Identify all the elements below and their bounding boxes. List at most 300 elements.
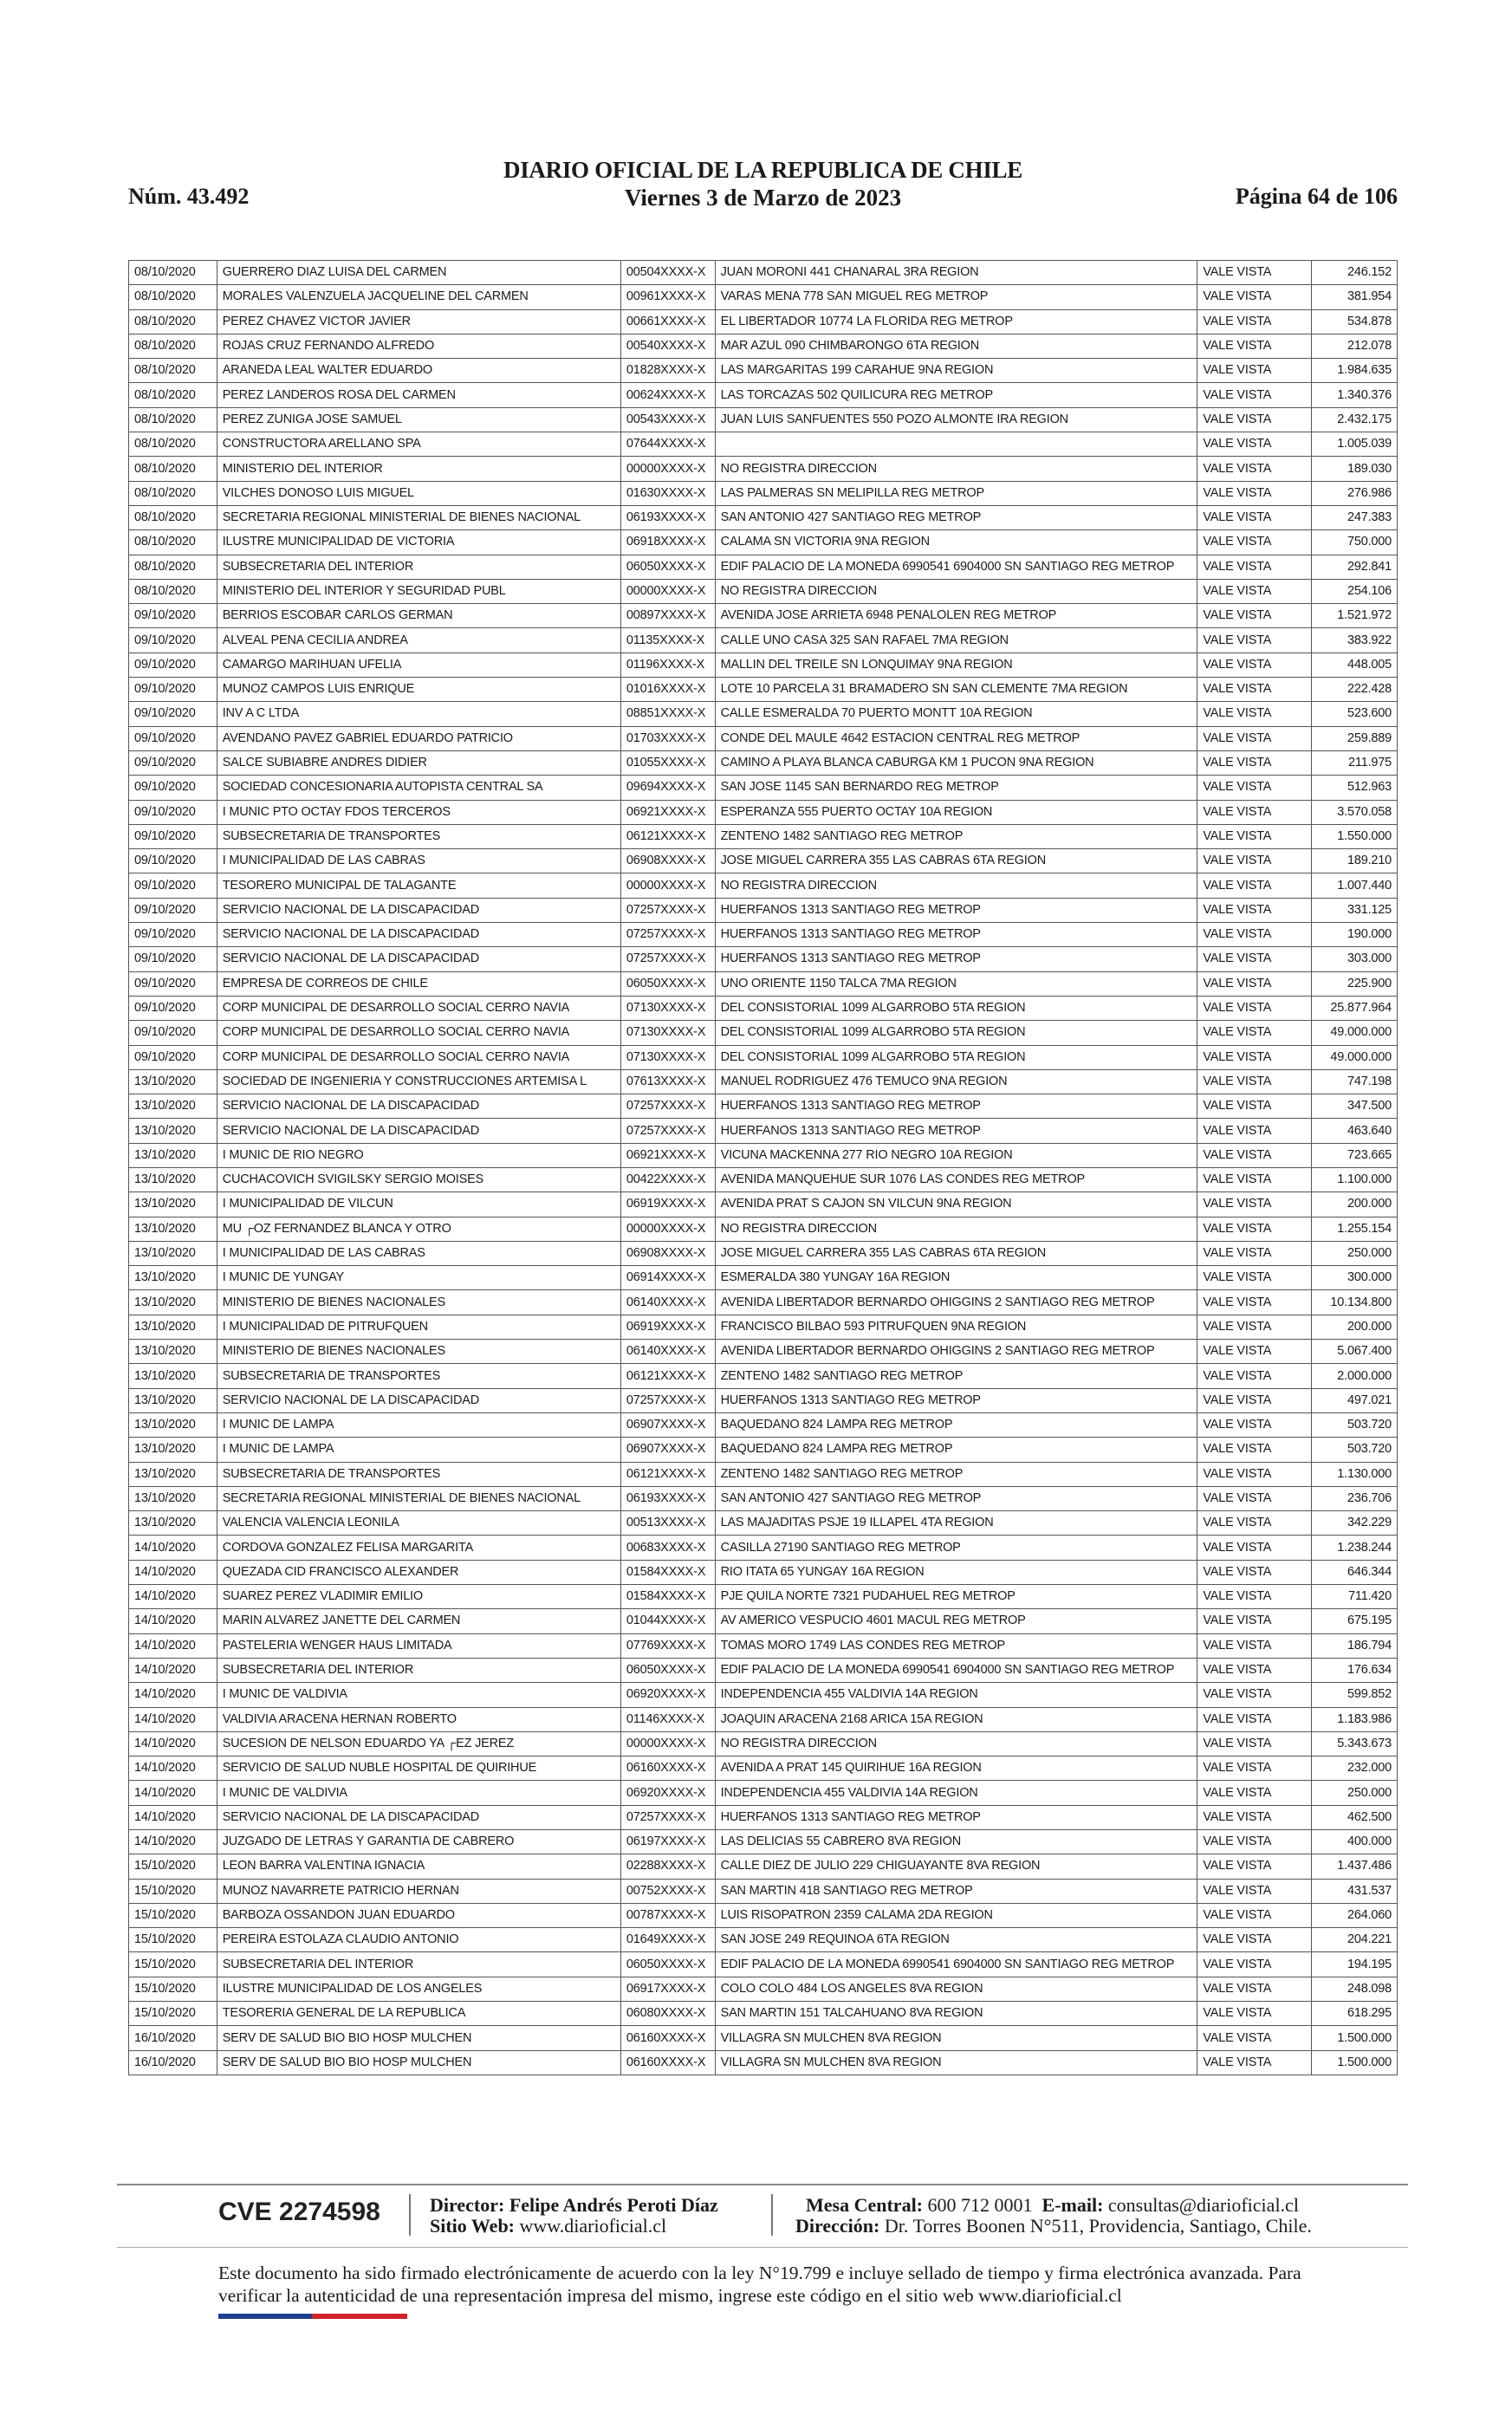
table-row: [129, 1903, 1398, 1927]
beneficiary-cell: I MUNICIPALIDAD DE VILCUN: [217, 1192, 620, 1217]
beneficiary-cell: MINISTERIO DEL INTERIOR: [217, 457, 620, 481]
rut-cell: 01584XXXX-X: [620, 1585, 715, 1609]
rut-cell: 00000XXXX-X: [620, 457, 715, 481]
amount-cell: 503.720: [1312, 1412, 1398, 1437]
payment-type-cell: VALE VISTA: [1197, 1928, 1312, 1952]
address-cell: AVENIDA LIBERTADOR BERNARDO OHIGGINS 2 SANTIAGO REG METROP: [715, 1340, 1197, 1364]
table-row: [129, 1069, 1398, 1094]
table-row: [129, 1585, 1398, 1609]
payment-type-cell: VALE VISTA: [1197, 1412, 1312, 1437]
payment-type-cell: VALE VISTA: [1197, 1045, 1312, 1069]
amount-cell: 331.125: [1312, 898, 1398, 922]
date-cell: 14/10/2020: [129, 1707, 217, 1731]
amount-cell: 534.878: [1312, 309, 1398, 334]
payment-type-cell: VALE VISTA: [1197, 1290, 1312, 1315]
rut-cell: 06160XXXX-X: [620, 2026, 715, 2050]
date-cell: 15/10/2020: [129, 1928, 217, 1952]
rut-cell: 01044XXXX-X: [620, 1609, 715, 1633]
rut-cell: 07257XXXX-X: [620, 947, 715, 971]
beneficiary-cell: I MUNIC DE LAMPA: [217, 1412, 620, 1437]
address-cell: JUAN LUIS SANFUENTES 550 POZO ALMONTE IRA REGION: [715, 407, 1197, 432]
payment-type-cell: VALE VISTA: [1197, 1731, 1312, 1756]
table-row: [129, 1830, 1398, 1854]
rut-cell: 06920XXXX-X: [620, 1683, 715, 1707]
beneficiary-cell: SERVICIO NACIONAL DE LA DISCAPACIDAD: [217, 1119, 620, 1143]
rut-cell: 07257XXXX-X: [620, 1805, 715, 1829]
amount-cell: 176.634: [1312, 1658, 1398, 1682]
email-label: E-mail:: [1042, 2194, 1104, 2216]
table-row: [129, 383, 1398, 407]
payment-type-cell: VALE VISTA: [1197, 1266, 1312, 1290]
amount-cell: 232.000: [1312, 1756, 1398, 1781]
date-cell: 13/10/2020: [129, 1143, 217, 1167]
flag-blue-segment: [218, 2314, 312, 2319]
table-row: [129, 285, 1398, 309]
address-cell: HUERFANOS 1313 SANTIAGO REG METROP: [715, 1119, 1197, 1143]
beneficiary-cell: I MUNIC DE VALDIVIA: [217, 1683, 620, 1707]
payment-type-cell: VALE VISTA: [1197, 604, 1312, 628]
beneficiary-cell: VILCHES DONOSO LUIS MIGUEL: [217, 481, 620, 505]
payment-type-cell: VALE VISTA: [1197, 2026, 1312, 2050]
beneficiary-cell: SUBSECRETARIA DE TRANSPORTES: [217, 824, 620, 848]
rut-cell: 06921XXXX-X: [620, 800, 715, 824]
address-cell: JOSE MIGUEL CARRERA 355 LAS CABRAS 6TA REGION: [715, 1241, 1197, 1265]
beneficiary-cell: MUNOZ NAVARRETE PATRICIO HERNAN: [217, 1879, 620, 1903]
table-row: [129, 1315, 1398, 1339]
date-cell: 13/10/2020: [129, 1438, 217, 1462]
rut-cell: 01703XXXX-X: [620, 726, 715, 750]
flag-stripe: [218, 2314, 407, 2319]
beneficiary-cell: PASTELERIA WENGER HAUS LIMITADA: [217, 1633, 620, 1658]
table-row: [129, 1683, 1398, 1707]
payment-type-cell: VALE VISTA: [1197, 334, 1312, 358]
payment-type-cell: VALE VISTA: [1197, 1315, 1312, 1339]
amount-cell: 1.238.244: [1312, 1536, 1398, 1560]
beneficiary-cell: ILUSTRE MUNICIPALIDAD DE VICTORIA: [217, 530, 620, 555]
rut-cell: 06050XXXX-X: [620, 971, 715, 996]
address-cell: NO REGISTRA DIRECCION: [715, 873, 1197, 898]
payment-type-cell: VALE VISTA: [1197, 1217, 1312, 1241]
footer-separator: [771, 2194, 773, 2236]
amount-cell: 259.889: [1312, 726, 1398, 750]
beneficiary-cell: SERVICIO NACIONAL DE LA DISCAPACIDAD: [217, 947, 620, 971]
payment-type-cell: VALE VISTA: [1197, 1560, 1312, 1584]
date-cell: 14/10/2020: [129, 1683, 217, 1707]
address-cell: MAR AZUL 090 CHIMBARONGO 6TA REGION: [715, 334, 1197, 358]
payment-type-cell: VALE VISTA: [1197, 1903, 1312, 1927]
rut-cell: 06907XXXX-X: [620, 1412, 715, 1437]
issue-number: Núm. 43.492: [128, 184, 250, 209]
amount-cell: 247.383: [1312, 505, 1398, 529]
address-cell: ESMERALDA 380 YUNGAY 16A REGION: [715, 1266, 1197, 1290]
rut-cell: 06918XXXX-X: [620, 530, 715, 555]
beneficiary-cell: CONSTRUCTORA ARELLANO SPA: [217, 432, 620, 457]
amount-cell: 200.000: [1312, 1192, 1398, 1217]
payment-type-cell: VALE VISTA: [1197, 1952, 1312, 1977]
amount-cell: 463.640: [1312, 1119, 1398, 1143]
table-row: [129, 653, 1398, 677]
date-cell: 08/10/2020: [129, 579, 217, 603]
beneficiary-cell: SERVICIO NACIONAL DE LA DISCAPACIDAD: [217, 1388, 620, 1412]
date-cell: 09/10/2020: [129, 628, 217, 653]
table-row: [129, 359, 1398, 383]
date-cell: 13/10/2020: [129, 1119, 217, 1143]
beneficiary-cell: I MUNICIPALIDAD DE LAS CABRAS: [217, 849, 620, 873]
rut-cell: 01584XXXX-X: [620, 1560, 715, 1584]
payment-type-cell: VALE VISTA: [1197, 824, 1312, 848]
payment-type-cell: VALE VISTA: [1197, 1462, 1312, 1486]
rut-cell: 07644XXXX-X: [620, 432, 715, 457]
amount-cell: 264.060: [1312, 1903, 1398, 1927]
payment-type-cell: VALE VISTA: [1197, 702, 1312, 726]
address-cell: HUERFANOS 1313 SANTIAGO REG METROP: [715, 1388, 1197, 1412]
address-cell: JUAN MORONI 441 CHANARAL 3RA REGION: [715, 261, 1197, 285]
amount-cell: 448.005: [1312, 653, 1398, 677]
address-cell: PJE QUILA NORTE 7321 PUDAHUEL REG METROP: [715, 1585, 1197, 1609]
table-row: [129, 1266, 1398, 1290]
amount-cell: 248.098: [1312, 1977, 1398, 2001]
payment-type-cell: VALE VISTA: [1197, 971, 1312, 996]
amount-cell: 1.183.986: [1312, 1707, 1398, 1731]
address-cell: EL LIBERTADOR 10774 LA FLORIDA REG METROP: [715, 309, 1197, 334]
address-cell: VICUNA MACKENNA 277 RIO NEGRO 10A REGION: [715, 1143, 1197, 1167]
date-cell: 14/10/2020: [129, 1585, 217, 1609]
table-row: [129, 1781, 1398, 1805]
table-row: [129, 800, 1398, 824]
beneficiary-cell: SUBSECRETARIA DE TRANSPORTES: [217, 1462, 620, 1486]
rut-cell: 00513XXXX-X: [620, 1511, 715, 1536]
address-label: Dirección:: [795, 2215, 880, 2237]
table-row: [129, 1977, 1398, 2001]
table-row: [129, 1928, 1398, 1952]
table-row: [129, 1486, 1398, 1510]
rut-cell: 07257XXXX-X: [620, 898, 715, 922]
table-row: [129, 1167, 1398, 1192]
date-cell: 08/10/2020: [129, 481, 217, 505]
date-cell: 09/10/2020: [129, 898, 217, 922]
amount-cell: 300.000: [1312, 1266, 1398, 1290]
amount-cell: 49.000.000: [1312, 1045, 1398, 1069]
beneficiary-cell: PEREZ ZUNIGA JOSE SAMUEL: [217, 407, 620, 432]
payment-type-cell: VALE VISTA: [1197, 555, 1312, 579]
beneficiary-cell: CORDOVA GONZALEZ FELISA MARGARITA: [217, 1536, 620, 1560]
amount-cell: 711.420: [1312, 1585, 1398, 1609]
table-row: [129, 996, 1398, 1020]
date-cell: 13/10/2020: [129, 1266, 217, 1290]
amount-cell: 292.841: [1312, 555, 1398, 579]
amount-cell: 225.900: [1312, 971, 1398, 996]
address-cell: SAN MARTIN 151 TALCAHUANO 8VA REGION: [715, 2002, 1197, 2026]
table-row: [129, 923, 1398, 947]
address-cell: AVENIDA A PRAT 145 QUIRIHUE 16A REGION: [715, 1756, 1197, 1781]
address-cell: NO REGISTRA DIRECCION: [715, 1731, 1197, 1756]
web-link[interactable]: www.diarioficial.cl: [519, 2215, 667, 2237]
table-row: [129, 2050, 1398, 2075]
address-cell: AVENIDA JOSE ARRIETA 6948 PENALOLEN REG METROP: [715, 604, 1197, 628]
table-row: [129, 750, 1398, 775]
rut-cell: 06140XXXX-X: [620, 1340, 715, 1364]
amount-cell: 3.570.058: [1312, 800, 1398, 824]
table-row: [129, 457, 1398, 481]
beneficiary-cell: I MUNIC DE YUNGAY: [217, 1266, 620, 1290]
beneficiary-cell: ROJAS CRUZ FERNANDO ALFREDO: [217, 334, 620, 358]
date-cell: 08/10/2020: [129, 359, 217, 383]
footer-director-block: [430, 2195, 718, 2237]
amount-cell: 5.343.673: [1312, 1731, 1398, 1756]
address-cell: SAN MARTIN 418 SANTIAGO REG METROP: [715, 1879, 1197, 1903]
rut-cell: 06160XXXX-X: [620, 2050, 715, 2075]
table-row: [129, 432, 1398, 457]
address-cell: FRANCISCO BILBAO 593 PITRUFQUEN 9NA REGION: [715, 1315, 1197, 1339]
date-cell: 14/10/2020: [129, 1756, 217, 1781]
date-cell: 08/10/2020: [129, 505, 217, 529]
rut-cell: 08851XXXX-X: [620, 702, 715, 726]
payment-type-cell: VALE VISTA: [1197, 2002, 1312, 2026]
table-row: [129, 678, 1398, 702]
table-row: [129, 1462, 1398, 1486]
rut-cell: 01135XXXX-X: [620, 628, 715, 653]
table-row: [129, 776, 1398, 800]
date-cell: 13/10/2020: [129, 1364, 217, 1388]
address-cell: SAN JOSE 1145 SAN BERNARDO REG METROP: [715, 776, 1197, 800]
beneficiary-cell: ARANEDA LEAL WALTER EDUARDO: [217, 359, 620, 383]
date-cell: 09/10/2020: [129, 776, 217, 800]
rut-cell: 00624XXXX-X: [620, 383, 715, 407]
payment-type-cell: VALE VISTA: [1197, 1609, 1312, 1633]
date-cell: 09/10/2020: [129, 947, 217, 971]
beneficiary-cell: SERV DE SALUD BIO BIO HOSP MULCHEN: [217, 2050, 620, 2075]
address-cell: AVENIDA LIBERTADOR BERNARDO OHIGGINS 2 SANTIAGO REG METROP: [715, 1290, 1197, 1315]
footer-separator: [409, 2194, 411, 2236]
beneficiary-cell: VALDIVIA ARACENA HERNAN ROBERTO: [217, 1707, 620, 1731]
table-row: [129, 1217, 1398, 1241]
rut-cell: 06914XXXX-X: [620, 1266, 715, 1290]
address-cell: LAS MARGARITAS 199 CARAHUE 9NA REGION: [715, 359, 1197, 383]
beneficiary-cell: SUBSECRETARIA DE TRANSPORTES: [217, 1364, 620, 1388]
address-cell: BAQUEDANO 824 LAMPA REG METROP: [715, 1412, 1197, 1437]
beneficiary-cell: ALVEAL PENA CECILIA ANDREA: [217, 628, 620, 653]
rut-cell: 06121XXXX-X: [620, 1364, 715, 1388]
email-link[interactable]: consultas@diarioficial.cl: [1107, 2194, 1299, 2216]
amount-cell: 342.229: [1312, 1511, 1398, 1536]
payment-type-cell: VALE VISTA: [1197, 678, 1312, 702]
table-row: [129, 1340, 1398, 1364]
amount-cell: 49.000.000: [1312, 1021, 1398, 1045]
beneficiary-cell: SERVICIO NACIONAL DE LA DISCAPACIDAD: [217, 1094, 620, 1119]
date-cell: 15/10/2020: [129, 1903, 217, 1927]
amount-cell: 250.000: [1312, 1241, 1398, 1265]
table-row: [129, 1805, 1398, 1829]
rut-cell: 00543XXXX-X: [620, 407, 715, 432]
date-cell: 09/10/2020: [129, 1045, 217, 1069]
date-cell: 09/10/2020: [129, 653, 217, 677]
beneficiary-cell: SUAREZ PEREZ VLADIMIR EMILIO: [217, 1585, 620, 1609]
payment-type-cell: VALE VISTA: [1197, 1536, 1312, 1560]
rut-cell: 06050XXXX-X: [620, 555, 715, 579]
date-cell: 13/10/2020: [129, 1486, 217, 1510]
beneficiary-cell: SERVICIO NACIONAL DE LA DISCAPACIDAD: [217, 898, 620, 922]
beneficiary-cell: TESORERIA GENERAL DE LA REPUBLICA: [217, 2002, 620, 2026]
payment-type-cell: VALE VISTA: [1197, 309, 1312, 334]
rut-cell: 00961XXXX-X: [620, 285, 715, 309]
table-row: [129, 261, 1398, 285]
address-cell: NO REGISTRA DIRECCION: [715, 457, 1197, 481]
rut-cell: 07257XXXX-X: [620, 1094, 715, 1119]
beneficiary-cell: EMPRESA DE CORREOS DE CHILE: [217, 971, 620, 996]
table-row: [129, 1536, 1398, 1560]
date-cell: 09/10/2020: [129, 849, 217, 873]
table-row: [129, 579, 1398, 603]
beneficiary-cell: MORALES VALENZUELA JACQUELINE DEL CARMEN: [217, 285, 620, 309]
rut-cell: 06160XXXX-X: [620, 1756, 715, 1781]
address-text: Dr. Torres Boonen N°511, Providencia, Santiago, Chile.: [884, 2215, 1312, 2237]
payment-type-cell: VALE VISTA: [1197, 898, 1312, 922]
date-cell: 14/10/2020: [129, 1536, 217, 1560]
masthead: [128, 156, 1398, 211]
payment-type-cell: VALE VISTA: [1197, 1707, 1312, 1731]
payment-type-cell: VALE VISTA: [1197, 285, 1312, 309]
payment-type-cell: VALE VISTA: [1197, 1167, 1312, 1192]
amount-cell: 190.000: [1312, 923, 1398, 947]
rut-cell: 07769XXXX-X: [620, 1633, 715, 1658]
payment-type-cell: VALE VISTA: [1197, 726, 1312, 750]
payment-type-cell: VALE VISTA: [1197, 1143, 1312, 1167]
amount-cell: 1.500.000: [1312, 2026, 1398, 2050]
table-row: [129, 1707, 1398, 1731]
payment-type-cell: VALE VISTA: [1197, 1830, 1312, 1854]
rut-cell: 00540XXXX-X: [620, 334, 715, 358]
amount-cell: 200.000: [1312, 1315, 1398, 1339]
table-row: [129, 873, 1398, 898]
date-cell: 09/10/2020: [129, 1021, 217, 1045]
date-cell: 08/10/2020: [129, 457, 217, 481]
amount-cell: 462.500: [1312, 1805, 1398, 1829]
beneficiary-cell: JUZGADO DE LETRAS Y GARANTIA DE CABRERO: [217, 1830, 620, 1854]
rut-cell: 06080XXXX-X: [620, 2002, 715, 2026]
cve-code: CVE 2274598: [218, 2198, 380, 2226]
rut-cell: 07613XXXX-X: [620, 1069, 715, 1094]
signature-notice: Este documento ha sido firmado electrónicamente de acuerdo con la ley N°19.799 e incluye sellado de tiempo y firma electrónica avanzada. Para verificar la autenticidad de una representación impresa del mismo, ingrese este código en el sitio web www.diarioficial.cl: [218, 2263, 1301, 2306]
address-cell: BAQUEDANO 824 LAMPA REG METROP: [715, 1438, 1197, 1462]
table-row: [129, 2026, 1398, 2050]
rut-cell: 01196XXXX-X: [620, 653, 715, 677]
payment-type-cell: VALE VISTA: [1197, 1633, 1312, 1658]
payment-type-cell: VALE VISTA: [1197, 383, 1312, 407]
address-cell: INDEPENDENCIA 455 VALDIVIA 14A REGION: [715, 1683, 1197, 1707]
amount-cell: 599.852: [1312, 1683, 1398, 1707]
amount-cell: 222.428: [1312, 678, 1398, 702]
address-cell: VILLAGRA SN MULCHEN 8VA REGION: [715, 2026, 1197, 2050]
director-label: Director:: [430, 2194, 505, 2216]
payment-type-cell: VALE VISTA: [1197, 1364, 1312, 1388]
rut-cell: 06919XXXX-X: [620, 1315, 715, 1339]
amount-cell: 303.000: [1312, 947, 1398, 971]
payment-type-cell: VALE VISTA: [1197, 947, 1312, 971]
address-cell: NO REGISTRA DIRECCION: [715, 579, 1197, 603]
date-cell: 09/10/2020: [129, 923, 217, 947]
address-cell: ZENTENO 1482 SANTIAGO REG METROP: [715, 1462, 1197, 1486]
table-row: [129, 1192, 1398, 1217]
rut-cell: 06197XXXX-X: [620, 1830, 715, 1854]
date-cell: 08/10/2020: [129, 261, 217, 285]
address-cell: LUIS RISOPATRON 2359 CALAMA 2DA REGION: [715, 1903, 1197, 1927]
amount-cell: 618.295: [1312, 2002, 1398, 2026]
payment-type-cell: VALE VISTA: [1197, 407, 1312, 432]
rut-cell: 02288XXXX-X: [620, 1854, 715, 1879]
payment-type-cell: VALE VISTA: [1197, 1340, 1312, 1364]
amount-cell: 236.706: [1312, 1486, 1398, 1510]
address-cell: LAS MAJADITAS PSJE 19 ILLAPEL 4TA REGION: [715, 1511, 1197, 1536]
payment-type-cell: VALE VISTA: [1197, 750, 1312, 775]
rut-cell: 07257XXXX-X: [620, 1388, 715, 1412]
payment-type-cell: VALE VISTA: [1197, 1486, 1312, 1510]
table-row: [129, 1731, 1398, 1756]
address-cell: DEL CONSISTORIAL 1099 ALGARROBO 5TA REGION: [715, 1045, 1197, 1069]
beneficiary-cell: AVENDANO PAVEZ GABRIEL EDUARDO PATRICIO: [217, 726, 620, 750]
amount-cell: 646.344: [1312, 1560, 1398, 1584]
date-cell: 09/10/2020: [129, 604, 217, 628]
date-cell: 13/10/2020: [129, 1094, 217, 1119]
amount-cell: 5.067.400: [1312, 1340, 1398, 1364]
address-cell: CONDE DEL MAULE 4642 ESTACION CENTRAL REG METROP: [715, 726, 1197, 750]
address-cell: HUERFANOS 1313 SANTIAGO REG METROP: [715, 947, 1197, 971]
amount-cell: 212.078: [1312, 334, 1398, 358]
amount-cell: 383.922: [1312, 628, 1398, 653]
date-cell: 14/10/2020: [129, 1805, 217, 1829]
table-row: [129, 1952, 1398, 1977]
beneficiary-cell: CORP MUNICIPAL DE DESARROLLO SOCIAL CERRO NAVIA: [217, 1021, 620, 1045]
table-row: [129, 1143, 1398, 1167]
table-row: [129, 726, 1398, 750]
payment-type-cell: VALE VISTA: [1197, 1511, 1312, 1536]
table-row: [129, 334, 1398, 358]
date-cell: 14/10/2020: [129, 1830, 217, 1854]
rut-cell: 00422XXXX-X: [620, 1167, 715, 1192]
central-phone: 600 712 0001: [927, 2194, 1033, 2216]
amount-cell: 497.021: [1312, 1388, 1398, 1412]
beneficiary-cell: MINISTERIO DE BIENES NACIONALES: [217, 1290, 620, 1315]
rut-cell: 06050XXXX-X: [620, 1952, 715, 1977]
address-cell: VILLAGRA SN MULCHEN 8VA REGION: [715, 2050, 1197, 2075]
table-row: [129, 530, 1398, 555]
date-cell: 09/10/2020: [129, 996, 217, 1020]
beneficiary-cell: SOCIEDAD CONCESIONARIA AUTOPISTA CENTRAL SA: [217, 776, 620, 800]
address-cell: JOAQUIN ARACENA 2168 ARICA 15A REGION: [715, 1707, 1197, 1731]
amount-cell: 1.007.440: [1312, 873, 1398, 898]
address-cell: MANUEL RODRIGUEZ 476 TEMUCO 9NA REGION: [715, 1069, 1197, 1094]
address-cell: UNO ORIENTE 1150 TALCA 7MA REGION: [715, 971, 1197, 996]
address-cell: HUERFANOS 1313 SANTIAGO REG METROP: [715, 898, 1197, 922]
address-cell: EDIF PALACIO DE LA MONEDA 6990541 6904000 SN SANTIAGO REG METROP: [715, 555, 1197, 579]
beneficiary-cell: MARIN ALVAREZ JANETTE DEL CARMEN: [217, 1609, 620, 1633]
address-cell: ZENTENO 1482 SANTIAGO REG METROP: [715, 824, 1197, 848]
address-cell: DEL CONSISTORIAL 1099 ALGARROBO 5TA REGION: [715, 996, 1197, 1020]
beneficiary-cell: MUNOZ CAMPOS LUIS ENRIQUE: [217, 678, 620, 702]
beneficiary-cell: VALENCIA VALENCIA LEONILA: [217, 1511, 620, 1536]
amount-cell: 1.984.635: [1312, 359, 1398, 383]
amount-cell: 276.986: [1312, 481, 1398, 505]
beneficiary-cell: ILUSTRE MUNICIPALIDAD DE LOS ANGELES: [217, 1977, 620, 2001]
payment-type-cell: VALE VISTA: [1197, 1021, 1312, 1045]
central-label: Mesa Central:: [806, 2194, 924, 2216]
address-cell: CALLE DIEZ DE JULIO 229 CHIGUAYANTE 8VA REGION: [715, 1854, 1197, 1879]
rut-cell: 00504XXXX-X: [620, 261, 715, 285]
date-cell: 08/10/2020: [129, 334, 217, 358]
rut-cell: 06907XXXX-X: [620, 1438, 715, 1462]
amount-cell: 675.195: [1312, 1609, 1398, 1633]
records-table: [128, 260, 1398, 2075]
amount-cell: 750.000: [1312, 530, 1398, 555]
